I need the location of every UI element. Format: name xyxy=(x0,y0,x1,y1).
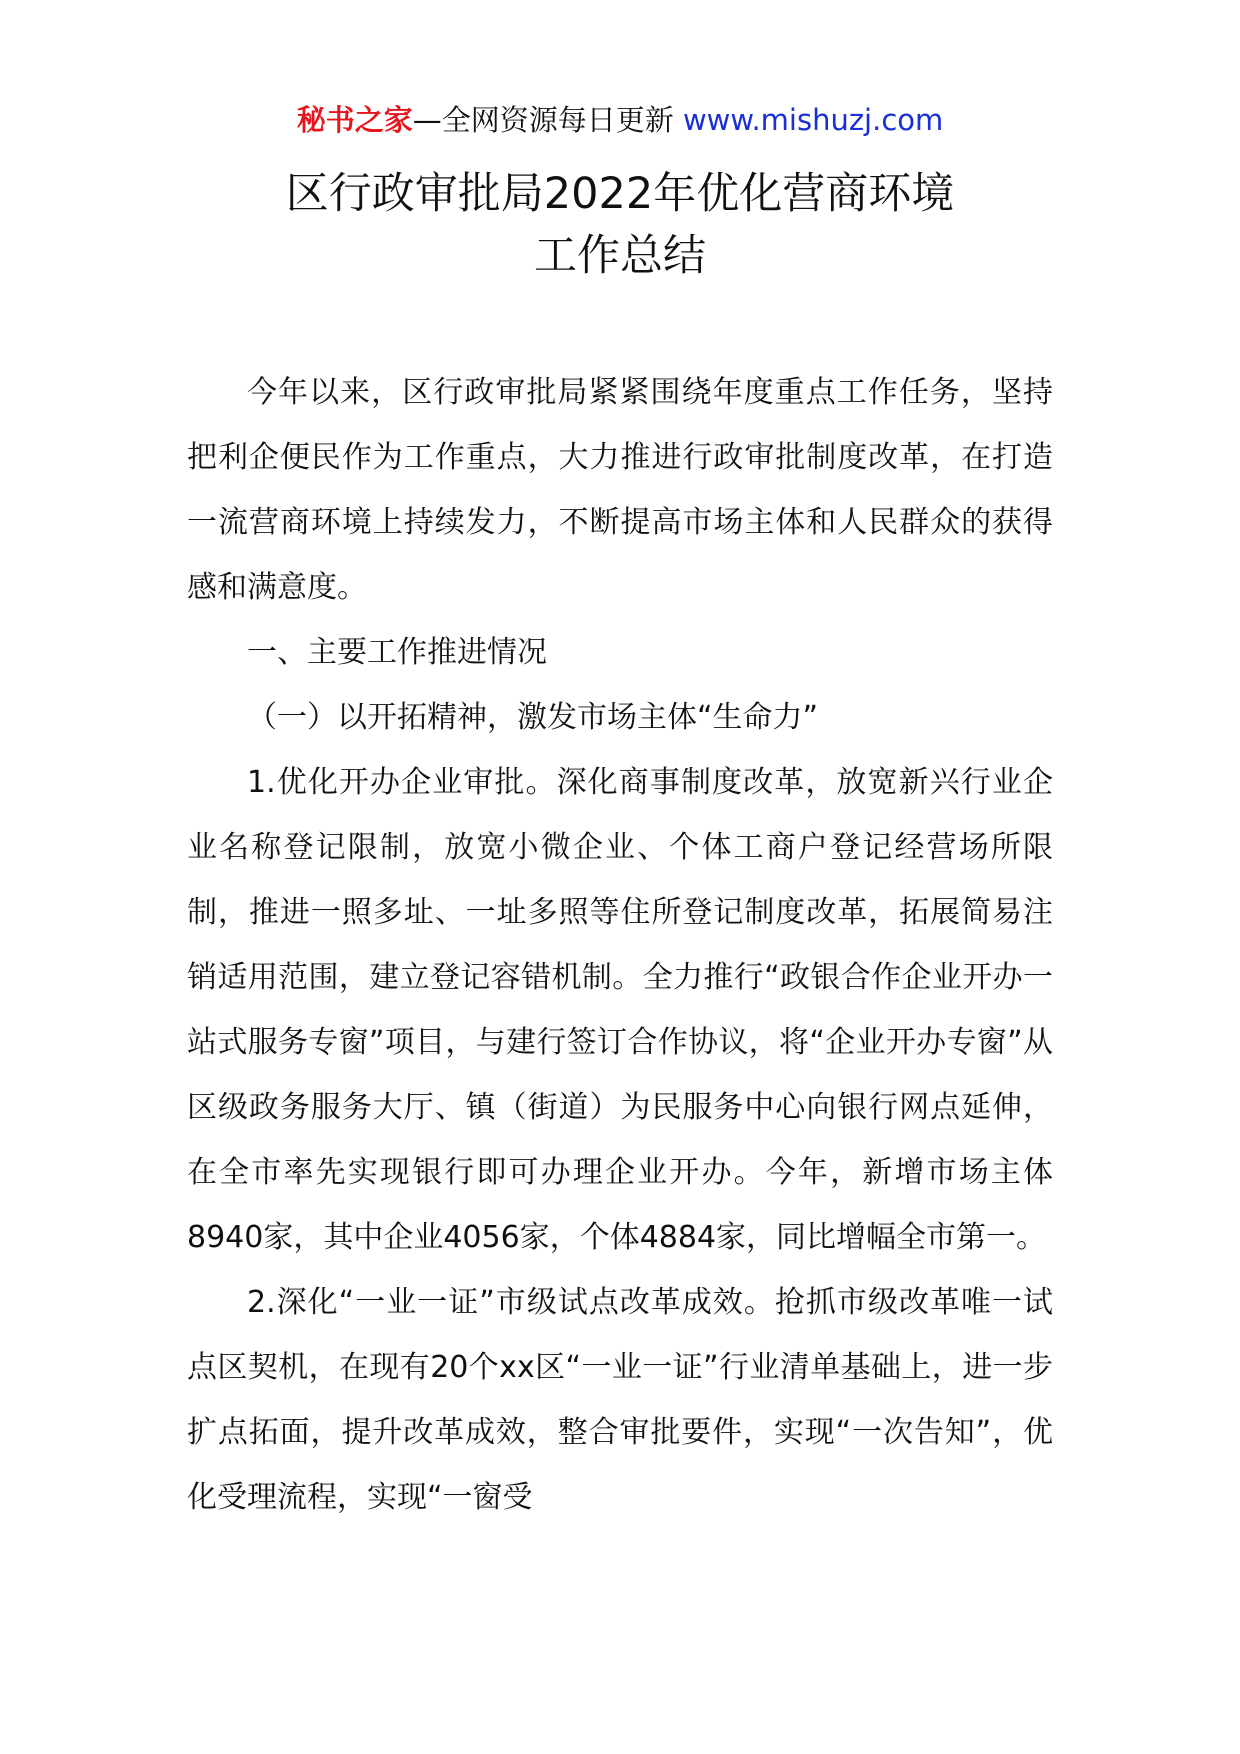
title-line-2: 工作总结 xyxy=(534,231,706,281)
section-heading-1: 一、主要工作推进情况 xyxy=(247,635,547,670)
watermark-header xyxy=(0,100,1240,140)
body-paragraph-2: 2.深化“一业一证”市级试点改革成效。抢抓市级改革唯一试点区契机，在现有20个xx区“一业一证”行业清单基础上，进一步扩点拓面，提升改革成效，整合审批要件，实现“一次告知”，优化受理流程，实现“一窗受 xyxy=(187,1285,1053,1515)
header-tagline: —全网资源每日更新 xyxy=(412,103,674,137)
subsection-heading-1: （一）以开拓精神，激发市场主体“生命力” xyxy=(247,700,819,735)
site-url-link[interactable]: www.mishuzj.com xyxy=(682,103,944,137)
document-title xyxy=(0,163,1240,287)
brand-name: 秘书之家 xyxy=(296,103,413,137)
body-paragraph-1: 1.优化开办企业审批。深化商事制度改革，放宽新兴行业企业名称登记限制，放宽小微企业、个体工商户登记经营场所限制，推进一照多址、一址多照等住所登记制度改革，拓展简易注销适用范围，建立登记容错机制。全力推行“政银合作企业开办一站式服务专窗”项目，与建行签订合作协议，将“企业开办专窗”从区级政务服务大厅、镇（街道）为民服务中心向银行网点延伸，在全市率先实现银行即可办理企业开办。今年，新增市场主体8940家，其中企业4056家，个体4884家，同比增幅全市第一。 xyxy=(187,765,1053,1255)
intro-paragraph: 今年以来，区行政审批局紧紧围绕年度重点工作任务，坚持把利企便民作为工作重点，大力推进行政审批制度改革，在打造一流营商环境上持续发力，不断提高市场主体和人民群众的获得感和满意度。 xyxy=(187,375,1053,605)
document-body xyxy=(187,360,1053,1530)
title-line-1: 区行政审批局2022年优化营商环境 xyxy=(285,169,955,219)
